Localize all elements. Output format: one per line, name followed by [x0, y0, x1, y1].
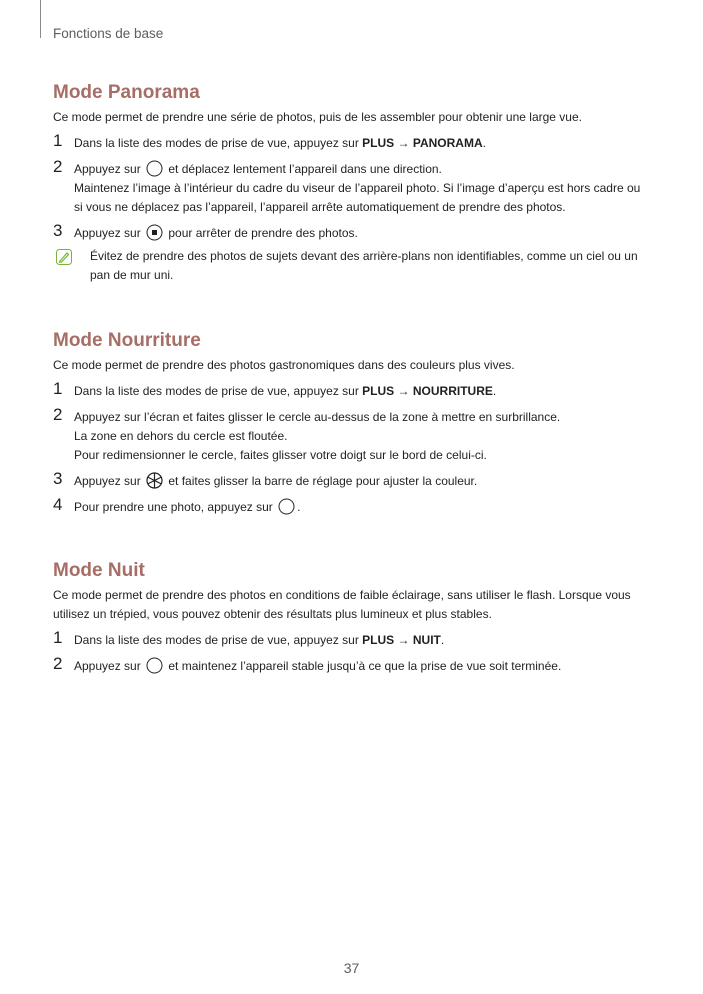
menu-nourriture: NOURRITURE: [412, 384, 493, 398]
step-number: 2: [53, 654, 63, 673]
section-night: [53, 560, 649, 676]
shutter-icon: [146, 160, 163, 177]
step-number: 1: [53, 628, 63, 647]
step-3: 3 Appuyez sur et faites glisser la barre de réglage pour ajuster la couleur.: [53, 469, 478, 488]
step-2: 2 Appuyez sur et maintenez l’appareil stable jusqu’à ce que la prise de vue soit terminée.: [53, 654, 562, 673]
note-icon: [56, 249, 72, 265]
menu-panorama: PANORAMA: [412, 136, 483, 150]
step-number: 4: [53, 495, 63, 514]
step-number: 2: [53, 405, 63, 424]
section-intro: Ce mode permet de prendre une série de photos, puis de les assembler pour obtenir une large vue.: [53, 110, 582, 124]
section-panorama: [53, 82, 649, 285]
step-1: 1 Dans la liste des modes de prise de vue, appuyez sur PLUS → NOURRITURE.: [53, 379, 497, 398]
shutter-icon: [146, 657, 163, 674]
menu-plus: PLUS: [362, 384, 395, 398]
step-1: 1 Dans la liste des modes de prise de vue, appuyez sur PLUS → NUIT.: [53, 628, 445, 647]
note-text: Évitez de prendre des photos de sujets devant des arrière-plans non identifiables, comme un ciel ou un pan de mur uni.: [90, 249, 638, 282]
step-1: 1 Dans la liste des modes de prise de vue, appuyez sur PLUS → PANORAMA.: [53, 131, 486, 150]
section-food: [53, 330, 649, 517]
header-rule: [40, 0, 41, 38]
step-number: 1: [53, 379, 63, 398]
section-title: Mode Nuit: [53, 560, 145, 581]
section-title: Mode Nourriture: [53, 330, 201, 351]
running-head: Fonctions de base: [53, 26, 164, 41]
step-number: 3: [53, 469, 63, 488]
step-number: 3: [53, 221, 63, 240]
section-title: Mode Panorama: [53, 82, 200, 103]
step-4: 4 Pour prendre une photo, appuyez sur .: [53, 495, 301, 514]
page-number: 37: [343, 960, 360, 976]
menu-nuit: NUIT: [412, 633, 441, 647]
note: [53, 247, 649, 285]
shutter-icon: [278, 498, 295, 515]
section-intro: Ce mode permet de prendre des photos gastronomiques dans des couleurs plus vives.: [53, 358, 515, 372]
step-2: 2 Appuyez sur l’écran et faites glisser le cercle au-dessus de la zone à mettre en surbrillance. La zone en dehors du cercle est floutée. Pour redimensionner le cercle, faites glisser votre doigt sur le bord de celui-ci.: [53, 405, 561, 462]
menu-plus: PLUS: [362, 136, 395, 150]
section-intro: Ce mode permet de prendre des photos en conditions de faible éclairage, sans utiliser le flash. Lorsque vous utilisez un trépied, vous pouvez obtenir des résultats plus lumineux et plus stables.: [53, 588, 631, 621]
step-2: 2 Appuyez sur et déplacez lentement l’appareil dans une direction. Maintenez l’image à l’intérieur du cadre du viseur de l’appareil photo. Si l’image d’aperçu est hors cadre ou si vous ne déplacez pas l’appareil, l’appareil arrête automatiquement de prendre des photos.: [53, 160, 649, 217]
stop-icon: [146, 224, 163, 241]
menu-plus: PLUS: [362, 633, 395, 647]
step-number: 2: [53, 157, 63, 176]
step-3: 3 Appuyez sur pour arrêter de prendre des photos.: [53, 221, 358, 240]
step-detail: Maintenez l’image à l’intérieur du cadre du viseur de l’appareil photo. Si l’image d’aperçu est hors cadre ou si vous ne déplacez pas l’appareil, l’appareil arrête automatiquement de prendre des photos.: [74, 181, 641, 214]
color-adjust-icon: [146, 472, 163, 489]
step-number: 1: [53, 131, 63, 150]
